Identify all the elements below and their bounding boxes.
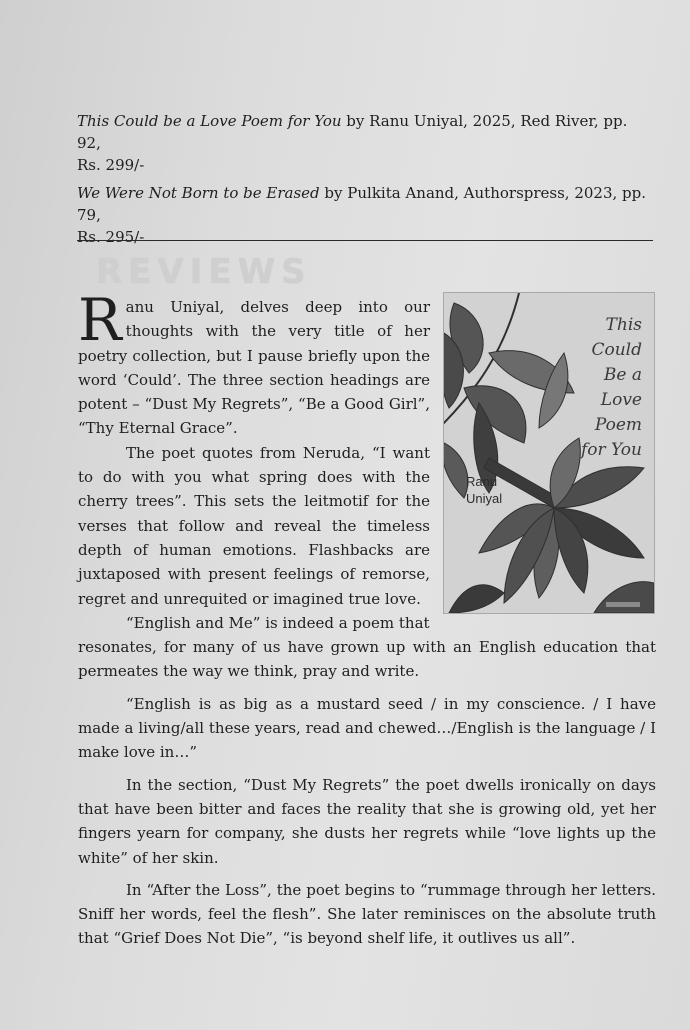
bibliography-line: [77, 182, 655, 226]
text-line: “English and Me” is indeed a poem that: [126, 613, 430, 632]
text-line: The poet quotes from Neruda, “I want to: [78, 443, 430, 487]
review-body: [78, 286, 657, 951]
bibliography-entry-2: [77, 182, 655, 248]
text-line: In the section, “Dust My Regrets” the poet dwells ironically on days that: [78, 775, 656, 818]
text-line: her skin.: [152, 848, 219, 867]
paragraph-6: [78, 878, 656, 951]
text-line: Regrets”, “Be a Good Girl”, “Thy Eternal: [78, 395, 430, 438]
text-line: yearn for company, she dusts her regrets while “love lights up the white” of: [78, 824, 656, 867]
text-line: “Grief Does Not Die”, “is beyond shelf life, it outlives us all”.: [113, 929, 576, 948]
cover-title-line: Be a: [603, 365, 642, 385]
text-line: In “After the Loss”, the poet begins to “rummage through her letters.: [126, 880, 656, 899]
text-line: have been bitter and faces the reality that she is growing old, yet her fingers: [78, 799, 656, 843]
review-column-beside-cover: [78, 286, 430, 635]
text-line: follow and reveal the timeless depth of human: [78, 516, 430, 559]
book-title: We Were Not Born to be Erased: [77, 184, 320, 202]
text-line: love in…”: [123, 743, 197, 762]
book-price: Rs. 299/-: [77, 156, 145, 174]
text-line: present feelings of remorse, regret and: [78, 565, 430, 608]
text-line: trees”. This sets the leitmotif for the verses that: [78, 492, 430, 535]
paragraph-2: [78, 441, 430, 611]
text-line: living/all these years, read and chewed…/English is the language / I make: [78, 719, 657, 762]
text-line: Sniff her words, feel the flesh”. She later reminisces on the absolute truth that: [78, 905, 656, 948]
text-line: three section headings are potent – “Dust My: [78, 370, 430, 414]
paragraph-1: [78, 286, 430, 441]
text-line: permeates the way we think, pray and write.: [78, 662, 420, 681]
text-line: unrequited or imagined true love.: [163, 589, 421, 608]
cover-title-line: for You: [581, 440, 642, 460]
text-line: resonates, for many of us have grown up with an English education that: [78, 638, 656, 657]
bibliography-line: [77, 110, 655, 154]
text-line: anu Uniyal, delves deep into our thoughts: [125, 298, 430, 341]
text-line: “English is as big as a mustard seed / in my conscience. / I have made a: [78, 694, 656, 738]
cover-title-line: Poem: [594, 415, 642, 435]
book-details: by Pulkita Anand, Authorspress, 2023, pp. 79,: [77, 184, 647, 224]
paragraph-gap: [78, 765, 656, 773]
book-title: This Could be a Love Poem for You: [77, 112, 342, 130]
cover-author-line: Uniyal: [466, 491, 503, 506]
drop-cap: R: [78, 286, 122, 354]
paragraph-3-start: [78, 611, 430, 635]
faded-heading: REVIEWS: [96, 252, 312, 292]
paragraph-5: [78, 773, 656, 870]
paragraph-4: [78, 692, 656, 765]
text-line: with the very title of her poetry collection,: [78, 322, 430, 365]
section-divider: [77, 240, 653, 241]
text-line: do with you what spring does with the cherry: [78, 468, 430, 511]
paragraph-gap: [78, 684, 656, 692]
paragraph-3-continued: [78, 635, 656, 684]
bibliography-entry-1: [77, 110, 655, 176]
book-details: by Ranu Uniyal, 2025, Red River, pp. 92,: [77, 112, 628, 152]
paragraph-gap: [78, 870, 656, 878]
cover-title-line: This: [605, 315, 642, 335]
book-price: Rs. 295/-: [77, 228, 145, 246]
text-line: emotions. Flashbacks are juxtaposed with: [78, 540, 430, 584]
cover-title-line: Love: [600, 390, 642, 410]
text-line: but I pause briefly upon the word ‘Could’. The: [78, 346, 430, 389]
cover-title-line: Could: [591, 340, 642, 360]
text-line: Grace”.: [179, 419, 238, 438]
cover-author-line: Ranu: [466, 474, 498, 489]
